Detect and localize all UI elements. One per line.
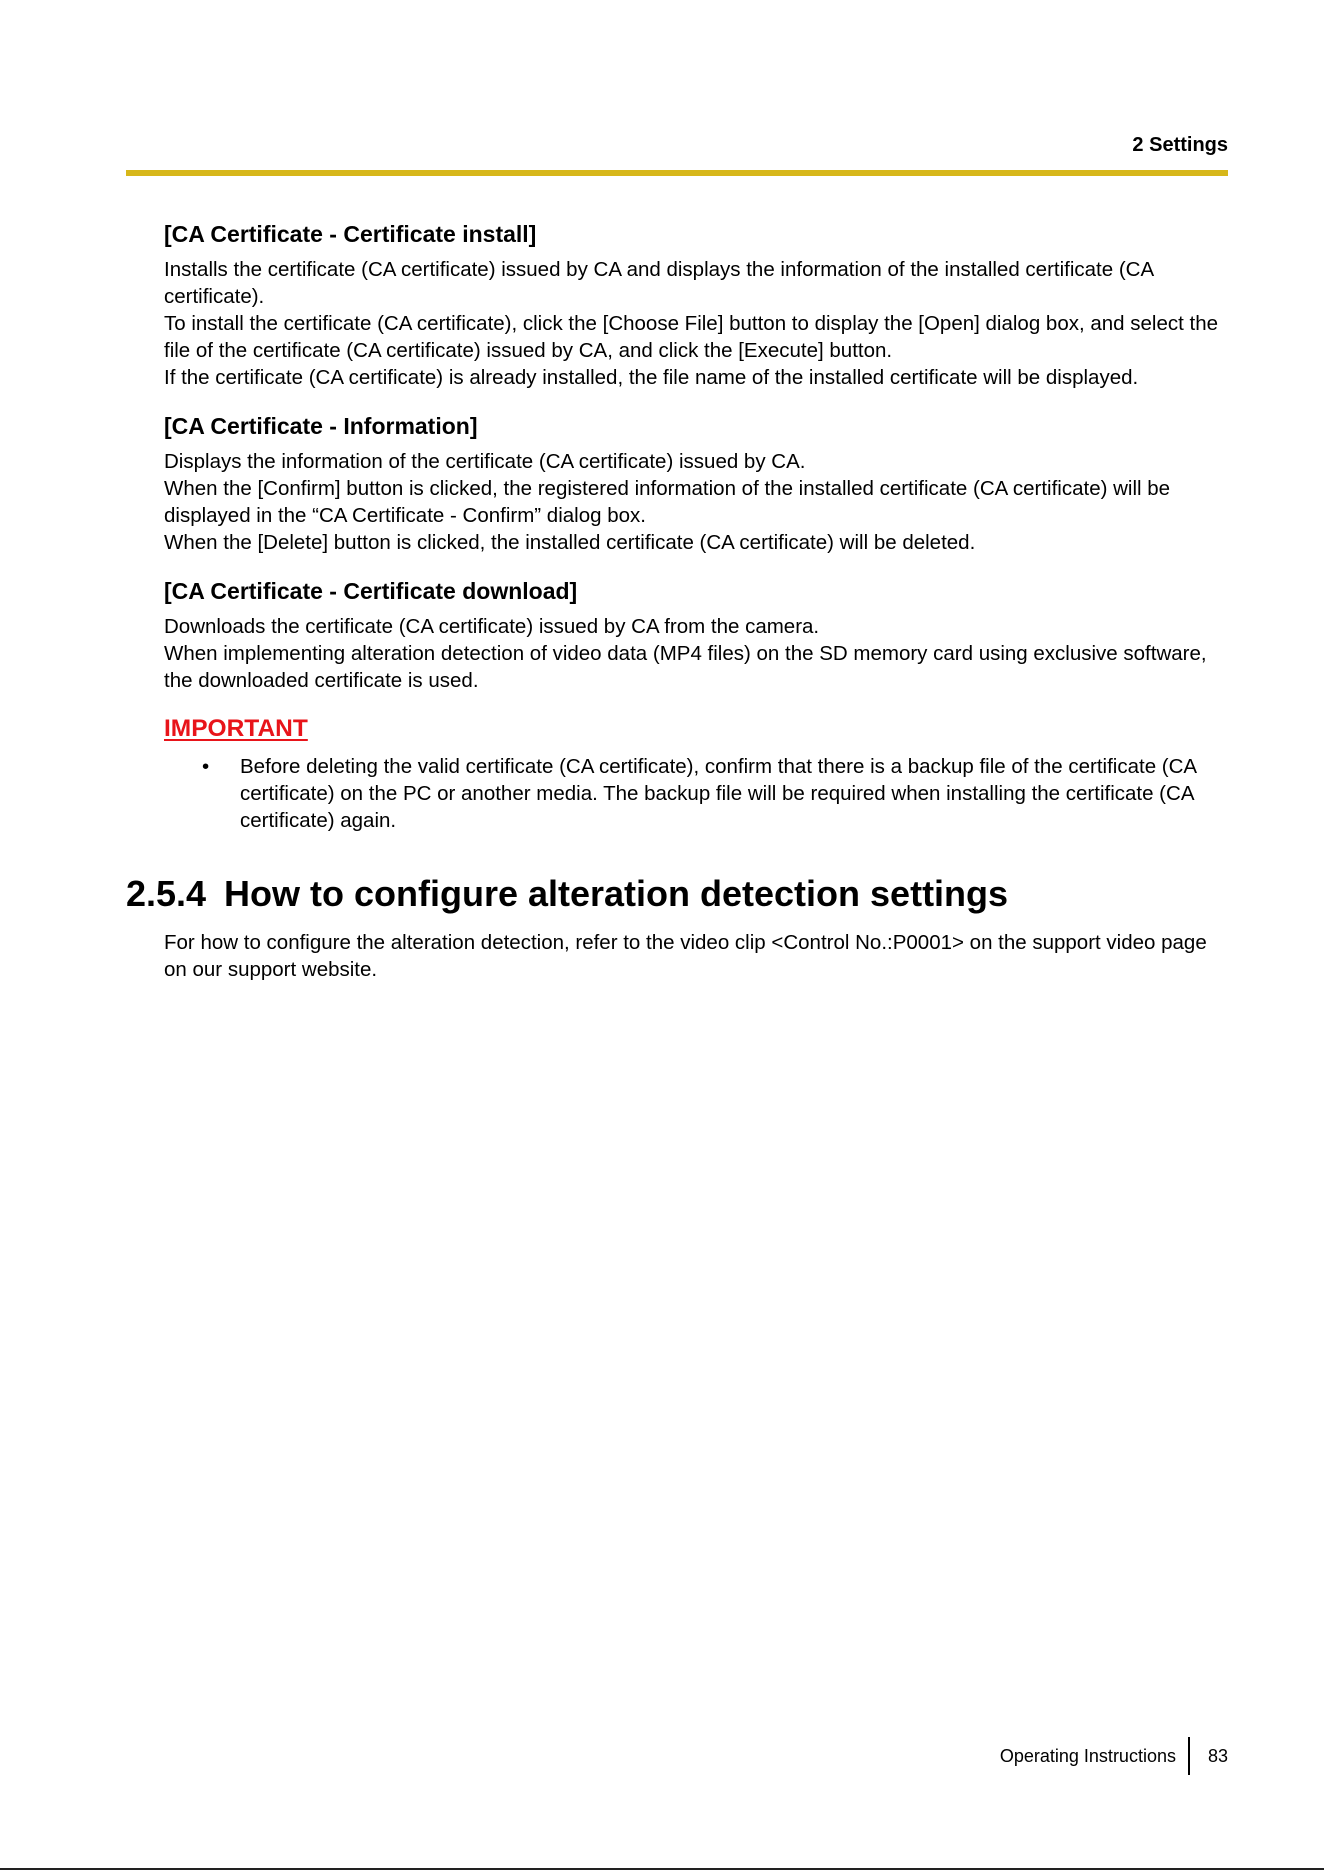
footer-divider: [1188, 1737, 1190, 1775]
main-content: [164, 219, 1230, 834]
section-paragraph: To install the certificate (CA certificate), click the [Choose File] button to display the [Open] dialog box, and select the file of the certificate (CA certificate) issued by CA, and click the [Execute] button.: [164, 312, 1219, 362]
important-list: [164, 753, 1230, 834]
section-paragraph: Downloads the certificate (CA certificate) issued by CA from the camera.: [164, 615, 820, 638]
section-heading: [CA Certificate - Certificate install]: [164, 221, 537, 247]
section-information: [164, 411, 1230, 556]
page-footer: [1000, 1736, 1228, 1776]
section-paragraph: When the [Confirm] button is clicked, the registered information of the installed certificate (CA certificate) will be displayed in the “CA Certificate - Confirm” dialog box.: [164, 477, 1171, 527]
chapter-body: [164, 929, 1230, 983]
important-list-item: [164, 753, 1230, 834]
section-paragraph: Installs the certificate (CA certificate) issued by CA and displays the information of the installed certificate (CA certificate).: [164, 258, 1154, 308]
section-certificate-download: [164, 576, 1230, 694]
header-rule: [126, 170, 1228, 176]
section-paragraph: If the certificate (CA certificate) is already installed, the file name of the installed certificate will be displayed.: [164, 366, 1139, 389]
footer-doc-title: Operating Instructions: [999, 1745, 1176, 1766]
chapter-title: How to configure alteration detection settings: [224, 873, 1009, 914]
running-header-section-title: 2 Settings: [1132, 134, 1228, 156]
section-heading: [CA Certificate - Certificate download]: [164, 578, 578, 604]
page-number: 83: [1207, 1745, 1228, 1766]
bullet-icon: •: [202, 755, 210, 778]
section-paragraph: When the [Delete] button is clicked, the installed certificate (CA certificate) will be deleted.: [164, 531, 976, 554]
important-notice: [164, 714, 1230, 834]
important-label: IMPORTANT: [164, 715, 308, 742]
chapter-heading: [126, 872, 1008, 916]
section-paragraph: Displays the information of the certificate (CA certificate) issued by CA.: [164, 450, 806, 473]
section-certificate-install: [164, 219, 1230, 391]
section-heading: [CA Certificate - Information]: [164, 413, 478, 439]
chapter-paragraph: For how to configure the alteration detection, refer to the video clip <Control No.:P0001> on the support video page on our support website.: [164, 931, 1207, 981]
section-paragraph: When implementing alteration detection of video data (MP4 files) on the SD memory card using exclusive software, the downloaded certificate is used.: [164, 642, 1207, 692]
chapter-number: 2.5.4: [126, 873, 207, 914]
bottom-edge-rule: [0, 1868, 1324, 1870]
important-item-text: Before deleting the valid certificate (CA certificate), confirm that there is a backup file of the certificate (CA certificate) on the PC or another media. The backup file will be required when installing the certificate (CA certificate) again.: [240, 755, 1196, 832]
